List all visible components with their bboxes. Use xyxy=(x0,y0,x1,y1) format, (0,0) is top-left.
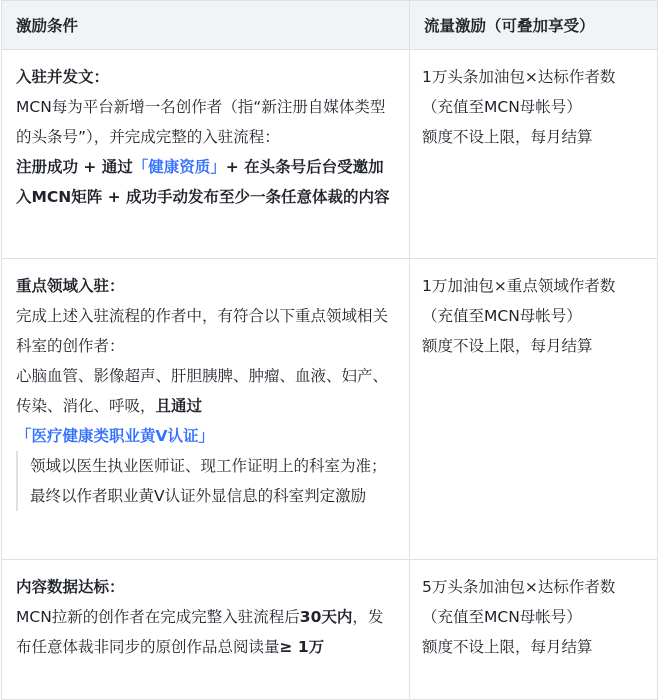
table-row xyxy=(2,259,658,560)
desc-text: MCN拉新的创作者在完成完整入驻流程后 xyxy=(16,608,300,626)
req-text: + 在头条号后台受邀加入MCN矩阵 + 成功手动发布至少一条任意体裁的内容 xyxy=(16,158,390,206)
reward-cell xyxy=(410,560,658,700)
note-quote: 领域以医生执业医师证、现工作证明上的科室为准；最终以作者职业黄V认证外显信息的科室判定激励 xyxy=(16,451,395,511)
condition-desc: MCN每为平台新增一名创作者（指“新注册自媒体类型的头条号”），并完成完整的入驻流程： xyxy=(16,98,386,146)
condition-cell xyxy=(2,560,410,700)
table-row xyxy=(2,50,658,259)
desc-bold: ≥ 1万 xyxy=(279,638,325,656)
reward-limit: 额度不设上限，每月结算 xyxy=(422,638,593,656)
condition-desc xyxy=(16,602,395,662)
reward-limit: 额度不设上限，每月结算 xyxy=(422,128,593,146)
condition-fields xyxy=(16,361,395,451)
req-text: 注册成功 + 通过 xyxy=(16,158,133,176)
condition-title: 入驻并发文： xyxy=(16,68,110,86)
health-qualification-link[interactable]: 「健康资质」 xyxy=(132,158,226,176)
table-row xyxy=(2,560,658,700)
condition-desc: 完成上述入驻流程的作者中，有符合以下重点领域相关科室的创作者： xyxy=(16,307,389,355)
reward-target: （充值至MCN母帐号） xyxy=(422,608,582,626)
reward-limit: 额度不设上限，每月结算 xyxy=(422,337,593,355)
condition-title: 内容数据达标： xyxy=(16,578,125,596)
fields-text: 心脑血管、影像超声、肝胆胰脾、肿瘤、血液、妇产、传染、消化、呼吸， xyxy=(16,367,389,415)
header-reward: 流量激励（可叠加享受） xyxy=(410,1,658,50)
reward-amount: 1万头条加油包×达标作者数 xyxy=(422,68,616,86)
condition-title: 重点领域入驻： xyxy=(16,277,125,295)
condition-cell xyxy=(2,50,410,259)
desc-text: ，发布任意体裁非同步的原创作品总阅读量 xyxy=(16,608,384,656)
reward-amount: 1万加油包×重点领域作者数 xyxy=(422,277,616,295)
header-condition: 激励条件 xyxy=(2,1,410,50)
reward-target: （充值至MCN母帐号） xyxy=(422,98,582,116)
condition-cell xyxy=(2,259,410,560)
medical-certification-link[interactable]: 「医疗健康类职业黄V认证」 xyxy=(16,427,214,445)
reward-cell xyxy=(410,50,658,259)
fields-bold: 且通过 xyxy=(155,397,203,415)
reward-cell xyxy=(410,259,658,560)
condition-requirements xyxy=(16,152,395,212)
reward-amount: 5万头条加油包×达标作者数 xyxy=(422,578,616,596)
desc-bold: 30天内 xyxy=(299,608,353,626)
table-header-row xyxy=(2,1,658,50)
reward-target: （充值至MCN母帐号） xyxy=(422,307,582,325)
incentive-table xyxy=(1,0,658,700)
